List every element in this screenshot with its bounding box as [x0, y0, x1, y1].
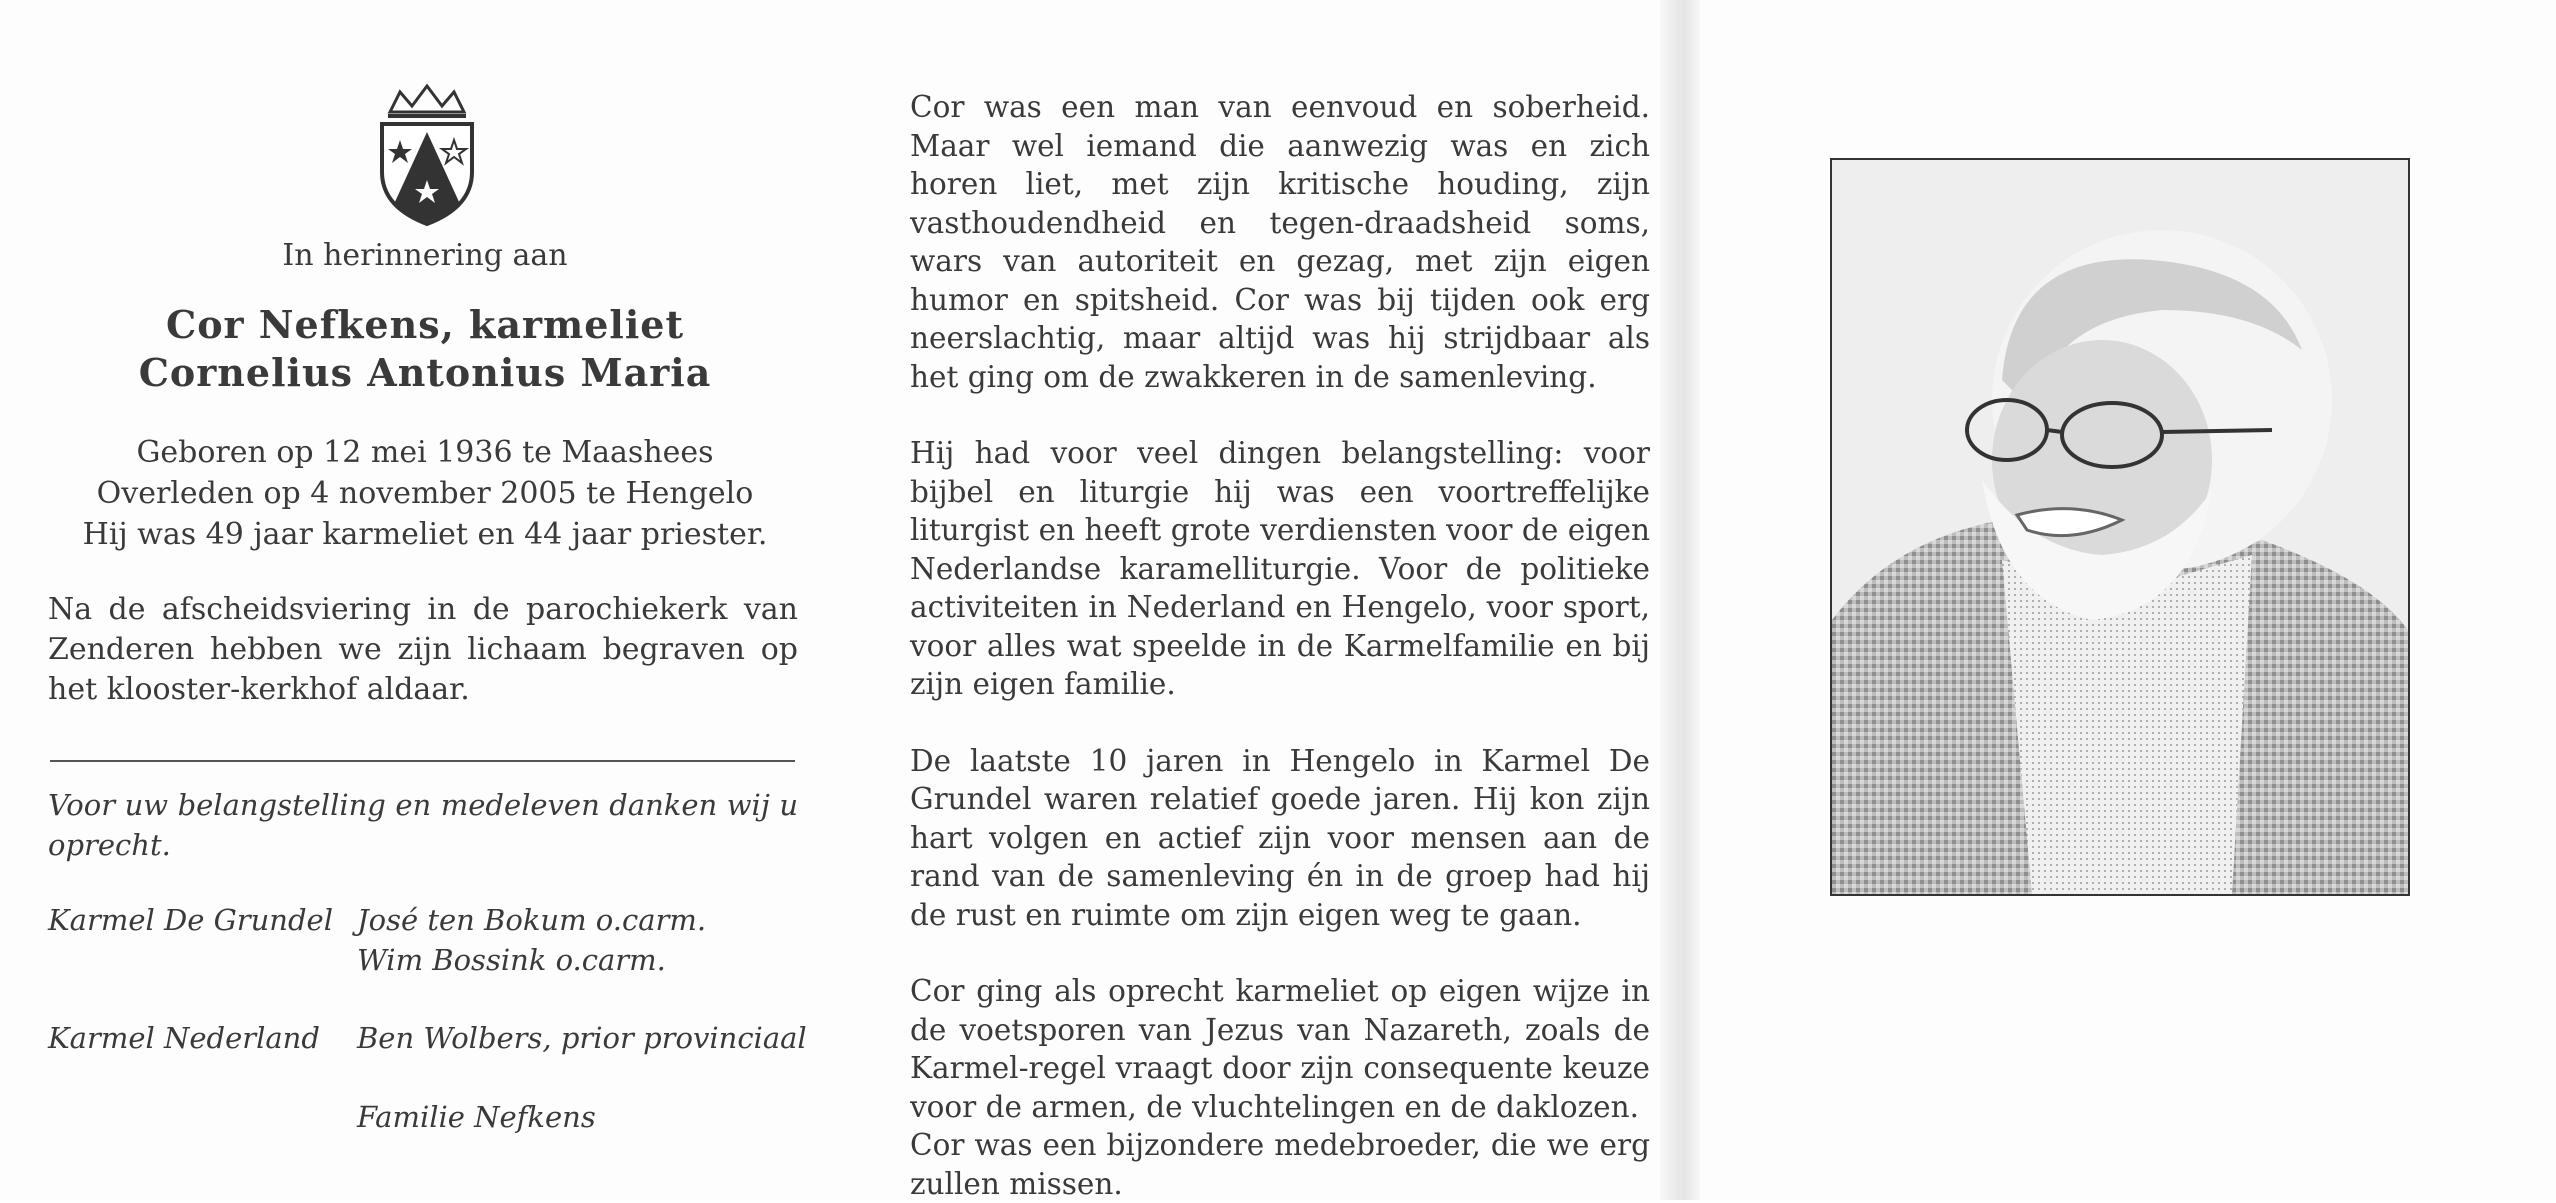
memorial-paragraph: Cor ging als oprecht karmeliet op eigen wijze in de voetsporen van Jezus van Nazareth, zoals de Karmel-regel vraagt door zijn consequente keuze voor de armen, de vluchtelingen en de daklozen. — [910, 974, 1650, 1124]
signature-name: José ten Bokum o.carm. — [357, 903, 707, 937]
memorial-paragraph: Hij had voor veel dingen belangstelling: voor bijbel en liturgie hij was een voortreffelijke liturgist en heeft grote verdiensten voor de eigen Nederlandse karamelliturgie. Voor de politieke activiteiten in Nederland en Hengelo, voor sport, voor alles wat speelde in de Karmelfamilie en bij zijn eigen familie. — [910, 436, 1650, 701]
portrait-image — [1832, 160, 2408, 894]
signature-label: Karmel Nederland — [48, 1021, 320, 1055]
signature-name: Ben Wolbers, prior provinciaal — [357, 1021, 807, 1055]
signature-names — [357, 1018, 807, 1058]
signature-names — [357, 1097, 596, 1137]
intro-text: In herinnering aan — [282, 238, 568, 273]
carmelite-crest-icon — [372, 82, 482, 227]
years-line: Hij was 49 jaar karmeliet en 44 jaar priester. — [82, 517, 768, 552]
signature-label: Karmel De Grundel — [48, 903, 333, 937]
death-line: Overleden op 4 november 2005 te Hengelo — [96, 476, 754, 511]
divider-line — [50, 760, 795, 762]
thanks-text: Voor uw belangstelling en medeleven danken wij u oprecht. — [48, 788, 798, 862]
memorial-paragraph: Cor was een man van eenvoud en soberheid. Maar wel iemand die aanwezig was en zich horen liet, met zijn kritische houding, zijn vasthoudendheid en tegen-draadsheid soms, wars van autoriteit en gezag, met zijn eigen humor en spitsheid. Cor was bij tijden ook erg neerslachtig, maar altijd was hij strijdbaar als het ging om de zwakkeren in de samenleving. — [910, 90, 1650, 394]
memorial-paragraph: Cor was een bijzondere medebroeder, die we erg zullen missen. — [910, 1128, 1650, 1201]
memorial-paragraph: De laatste 10 jaren in Hengelo in Karmel De Grundel waren relatief goede jaren. Hij kon zijn hart volgen en actief zijn voor mensen aan de rand van de samenleving én in de groep had hij de rust en ruimte om zijn eigen weg te gaan. — [910, 743, 1650, 932]
portrait-photo — [1830, 158, 2410, 896]
signature-name: Wim Bossink o.carm. — [357, 943, 666, 977]
signature-name: Familie Nefkens — [357, 1100, 596, 1134]
deceased-full-name: Cornelius Antonius Maria — [138, 350, 712, 395]
life-facts — [50, 432, 800, 555]
burial-text: Na de afscheidsviering in de parochiekerk van Zenderen hebben we zijn lichaam begraven op het klooster-kerkhof aldaar. — [48, 592, 798, 707]
card-fold — [1660, 0, 1700, 1200]
memorial-text — [910, 88, 1650, 1203]
signature-names — [357, 900, 706, 980]
deceased-name: Cor Nefkens, karmeliet — [165, 302, 685, 347]
birth-line: Geboren op 12 mei 1936 te Maashees — [136, 435, 714, 470]
